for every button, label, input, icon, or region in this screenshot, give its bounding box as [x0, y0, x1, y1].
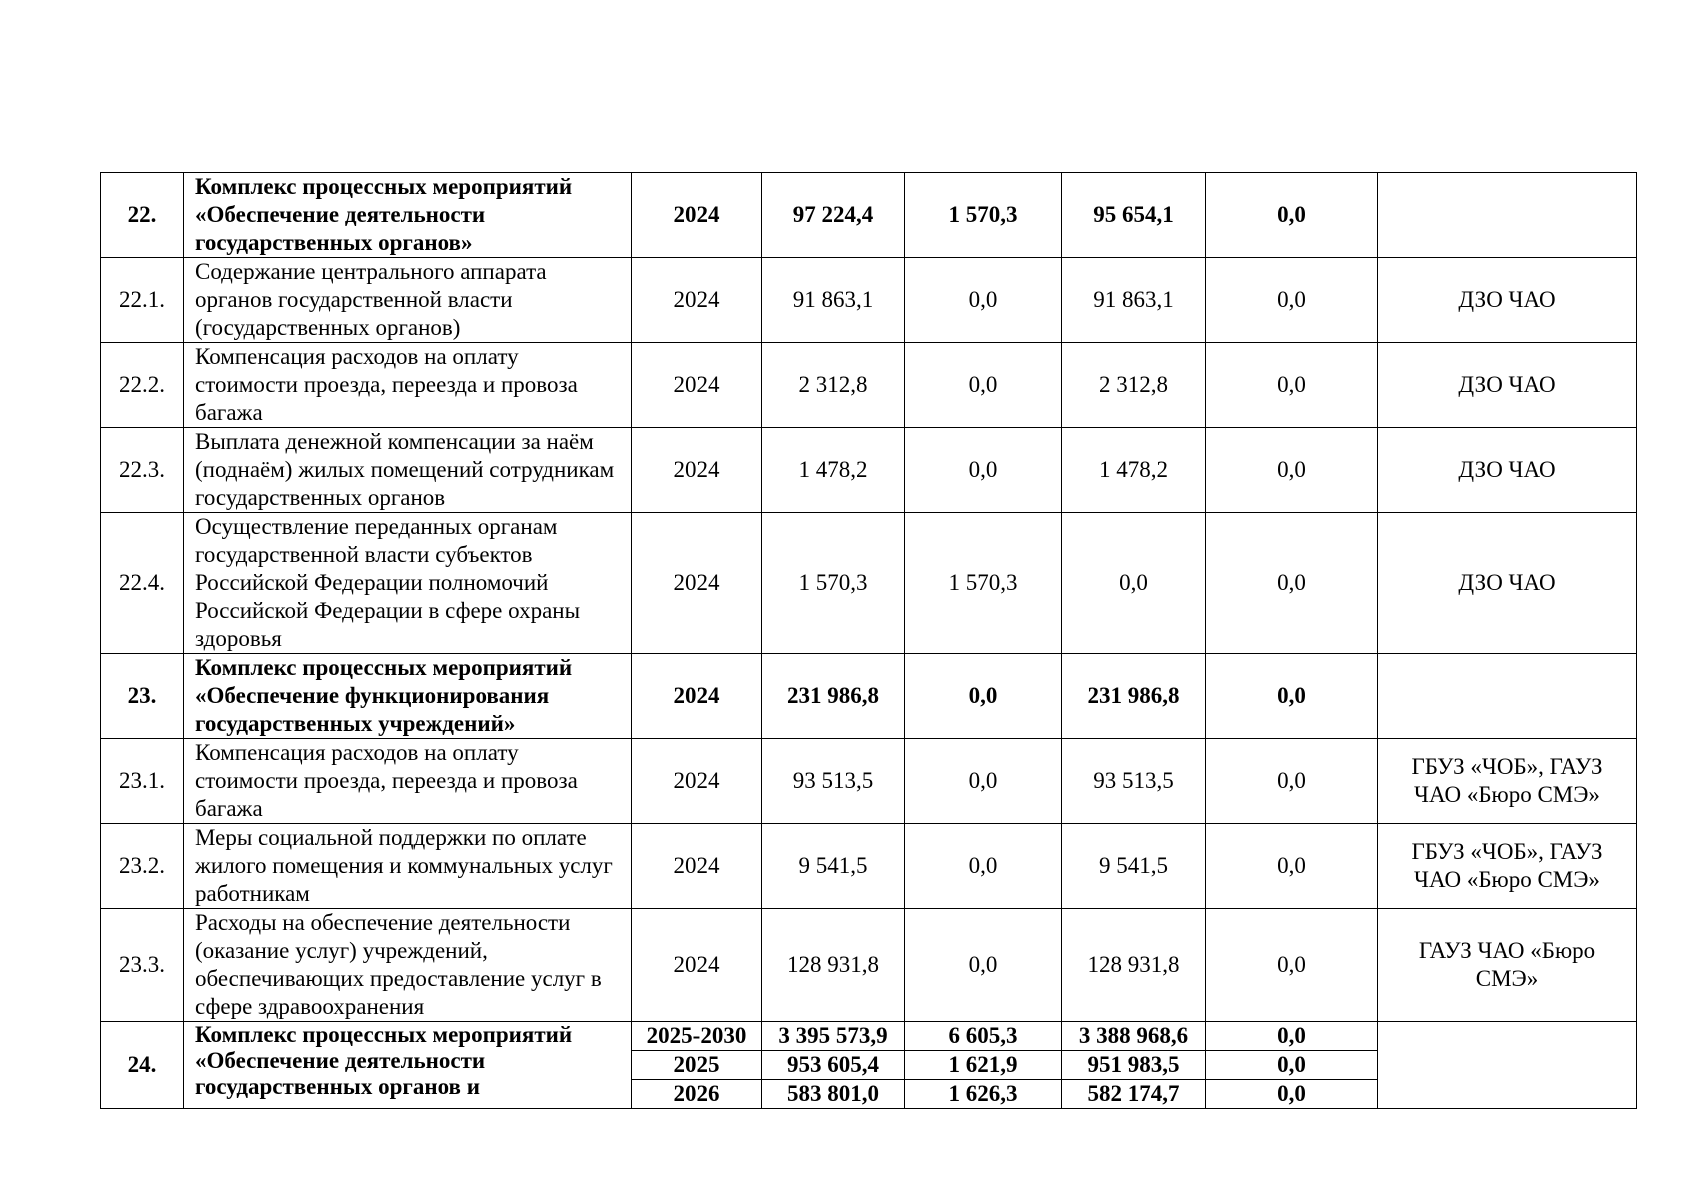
- other-cell: 0,0: [1206, 173, 1378, 258]
- federal-cell: 0,0: [905, 428, 1062, 513]
- year-cell: 2024: [632, 258, 762, 343]
- table-row: [101, 173, 1637, 258]
- activity-name: Расходы на обеспечение деятельности (оказание услуг) учреждений, обеспечивающих предоставление услуг в сфере здравоохранения: [184, 909, 632, 1022]
- executor-cell: [1378, 654, 1637, 739]
- total-cell: 91 863,1: [762, 258, 905, 343]
- regional-cell: 231 986,8: [1062, 654, 1206, 739]
- total-cell: 953 605,4: [762, 1051, 905, 1080]
- regional-cell: 93 513,5: [1062, 739, 1206, 824]
- row-number: 22.: [101, 173, 184, 258]
- year-cell: 2024: [632, 909, 762, 1022]
- year-cell: 2025: [632, 1051, 762, 1080]
- row-number: 22.3.: [101, 428, 184, 513]
- total-cell: 97 224,4: [762, 173, 905, 258]
- other-cell: 0,0: [1206, 428, 1378, 513]
- other-cell: 0,0: [1206, 1080, 1378, 1109]
- total-cell: 583 801,0: [762, 1080, 905, 1109]
- federal-cell: 0,0: [905, 343, 1062, 428]
- other-cell: 0,0: [1206, 654, 1378, 739]
- other-cell: 0,0: [1206, 258, 1378, 343]
- total-cell: 1 570,3: [762, 513, 905, 654]
- regional-cell: 1 478,2: [1062, 428, 1206, 513]
- other-cell: 0,0: [1206, 1051, 1378, 1080]
- regional-cell: 2 312,8: [1062, 343, 1206, 428]
- row-number: 22.4.: [101, 513, 184, 654]
- federal-cell: 0,0: [905, 909, 1062, 1022]
- table-row: [101, 909, 1637, 1022]
- row-number: 23.1.: [101, 739, 184, 824]
- year-cell: 2024: [632, 739, 762, 824]
- executor-cell: ДЗО ЧАО: [1378, 343, 1637, 428]
- executor-cell: ГБУЗ «ЧОБ», ГАУЗ ЧАО «Бюро СМЭ»: [1378, 824, 1637, 909]
- year-cell: 2024: [632, 428, 762, 513]
- federal-cell: 1 570,3: [905, 173, 1062, 258]
- row-number: 23.3.: [101, 909, 184, 1022]
- activity-name: Осуществление переданных органам государственной власти субъектов Российской Федерации полномочий Российской Федерации в сфере охраны здоровья: [184, 513, 632, 654]
- federal-cell: 0,0: [905, 654, 1062, 739]
- executor-cell: ДЗО ЧАО: [1378, 428, 1637, 513]
- total-cell: 3 395 573,9: [762, 1022, 905, 1051]
- year-cell: 2024: [632, 824, 762, 909]
- table-row: [101, 428, 1637, 513]
- row-number: 23.2.: [101, 824, 184, 909]
- total-cell: 1 478,2: [762, 428, 905, 513]
- other-cell: 0,0: [1206, 343, 1378, 428]
- regional-cell: 95 654,1: [1062, 173, 1206, 258]
- total-cell: 128 931,8: [762, 909, 905, 1022]
- federal-cell: 0,0: [905, 824, 1062, 909]
- row-number: 24.: [101, 1022, 184, 1109]
- activity-name: Компенсация расходов на оплату стоимости проезда, переезда и провоза багажа: [184, 739, 632, 824]
- activity-name: Выплата денежной компенсации за наём (поднаём) жилых помещений сотрудникам государственных органов: [184, 428, 632, 513]
- row-number: 22.2.: [101, 343, 184, 428]
- year-cell: 2025-2030: [632, 1022, 762, 1051]
- table-row: [101, 739, 1637, 824]
- activity-name: Компенсация расходов на оплату стоимости проезда, переезда и провоза багажа: [184, 343, 632, 428]
- row-number: 22.1.: [101, 258, 184, 343]
- row-number: 23.: [101, 654, 184, 739]
- regional-cell: 9 541,5: [1062, 824, 1206, 909]
- executor-cell: ДЗО ЧАО: [1378, 258, 1637, 343]
- federal-cell: 1 621,9: [905, 1051, 1062, 1080]
- activity-name: [184, 1022, 632, 1109]
- regional-cell: 3 388 968,6: [1062, 1022, 1206, 1051]
- regional-cell: 128 931,8: [1062, 909, 1206, 1022]
- total-cell: 2 312,8: [762, 343, 905, 428]
- activity-name: Меры социальной поддержки по оплате жилого помещения и коммунальных услуг работникам: [184, 824, 632, 909]
- regional-cell: 582 174,7: [1062, 1080, 1206, 1109]
- federal-cell: 1 626,3: [905, 1080, 1062, 1109]
- executor-cell: ГАУЗ ЧАО «Бюро СМЭ»: [1378, 909, 1637, 1022]
- table-row: [101, 824, 1637, 909]
- total-cell: 231 986,8: [762, 654, 905, 739]
- federal-cell: 0,0: [905, 258, 1062, 343]
- executor-cell: ДЗО ЧАО: [1378, 513, 1637, 654]
- other-cell: 0,0: [1206, 909, 1378, 1022]
- year-cell: 2024: [632, 343, 762, 428]
- other-cell: 0,0: [1206, 824, 1378, 909]
- activity-name: Комплекс процессных мероприятий «Обеспечение деятельности государственных органов»: [184, 173, 632, 258]
- year-cell: 2026: [632, 1080, 762, 1109]
- table-row: [101, 654, 1637, 739]
- regional-cell: 0,0: [1062, 513, 1206, 654]
- federal-cell: 1 570,3: [905, 513, 1062, 654]
- executor-cell: [1378, 1022, 1637, 1109]
- activity-name: Комплекс процессных мероприятий «Обеспечение функционирования государственных учреждений»: [184, 654, 632, 739]
- federal-cell: 0,0: [905, 739, 1062, 824]
- year-cell: 2024: [632, 654, 762, 739]
- year-cell: 2024: [632, 173, 762, 258]
- regional-cell: 951 983,5: [1062, 1051, 1206, 1080]
- regional-cell: 91 863,1: [1062, 258, 1206, 343]
- table-row: [101, 258, 1637, 343]
- executor-cell: ГБУЗ «ЧОБ», ГАУЗ ЧАО «Бюро СМЭ»: [1378, 739, 1637, 824]
- other-cell: 0,0: [1206, 1022, 1378, 1051]
- federal-cell: 6 605,3: [905, 1022, 1062, 1051]
- other-cell: 0,0: [1206, 739, 1378, 824]
- other-cell: 0,0: [1206, 513, 1378, 654]
- executor-cell: [1378, 173, 1637, 258]
- activity-name: Содержание центрального аппарата органов государственной власти (государственных органов): [184, 258, 632, 343]
- budget-table: [100, 172, 1637, 1109]
- year-cell: 2024: [632, 513, 762, 654]
- activity-name-text: Комплекс процессных мероприятий «Обеспечение деятельности государственных органов и: [195, 1022, 573, 1099]
- total-cell: 93 513,5: [762, 739, 905, 824]
- table-row: [101, 513, 1637, 654]
- table-row: [101, 1022, 1637, 1051]
- total-cell: 9 541,5: [762, 824, 905, 909]
- table-row: [101, 343, 1637, 428]
